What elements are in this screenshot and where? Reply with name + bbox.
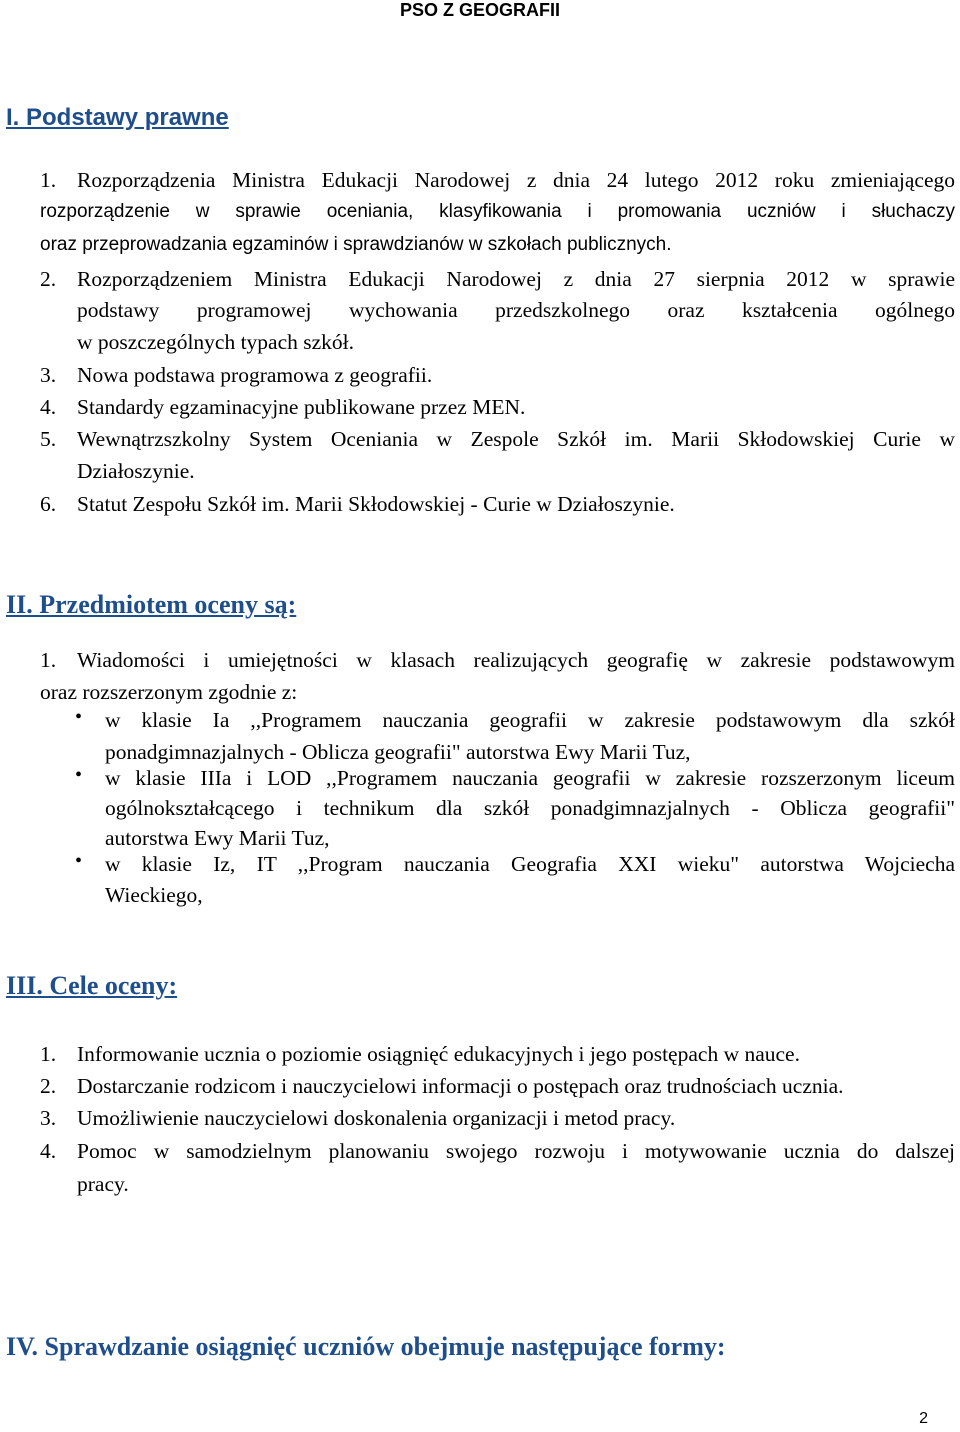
- list-item-line: Wewnątrzszkolny System Oceniania w Zespole Szkół im. Marii Skłodowskiej Curie w: [77, 427, 955, 451]
- list-item-number: 4.: [40, 1139, 57, 1163]
- bullet-line: w klasie IIIa i LOD ,,Programem nauczania geografii w zakresie rozszerzonym liceum: [105, 766, 955, 790]
- list-item-line: Nowa podstawa programowa z geografii.: [77, 363, 433, 387]
- list-item-number: 2.: [40, 267, 57, 291]
- bullet-icon: •: [75, 706, 83, 728]
- section-2-heading: II. Przedmiotem oceny są:: [6, 590, 297, 619]
- list-item-line: Informowanie ucznia o poziomie osiągnięć edukacyjnych i jego postępach w nauce.: [77, 1042, 800, 1066]
- list-item-line: Umożliwienie nauczycielowi doskonalenia organizacji i metod pracy.: [77, 1106, 676, 1130]
- bullet-line: w klasie Iz, IT ,,Program nauczania Geografia XXI wieku" autorstwa Wojciecha: [105, 852, 955, 876]
- list-item-line: Statut Zespołu Szkół im. Marii Skłodowskiej - Curie w Działoszynie.: [77, 492, 675, 516]
- section-1-heading: I. Podstawy prawne: [6, 104, 229, 131]
- bullet-line: Wieckiego,: [105, 883, 203, 907]
- list-item-number: 6.: [40, 492, 57, 516]
- list-item-line: Rozporządzeniem Ministra Edukacji Narodowej z dnia 27 sierpnia 2012 w sprawie: [77, 267, 955, 291]
- section-3-heading: III. Cele oceny:: [6, 971, 178, 1000]
- list-item-number: 3.: [40, 1106, 57, 1130]
- bullet-icon: •: [75, 764, 83, 786]
- list-item-number: 1.: [40, 1042, 57, 1066]
- list-item-number: 4.: [40, 395, 57, 419]
- list-item-line: rozporządzenie w sprawie oceniania, klasyfikowania i promowania uczniów i słuchaczy: [40, 201, 955, 222]
- bullet-line: ogólnokształcącego i technikum dla szkół ponadgimnazjalnych - Oblicza geografii": [105, 796, 955, 820]
- list-item-number: 5.: [40, 427, 57, 451]
- document-header-title: PSO Z GEOGRAFII: [399, 0, 560, 20]
- list-item-line: Dostarczanie rodzicom i nauczycielowi informacji o postępach oraz trudnościach ucznia.: [77, 1074, 844, 1098]
- page-number: 2: [919, 1410, 928, 1427]
- list-item-line: Rozporządzenia Ministra Edukacji Narodowej z dnia 24 lutego 2012 roku zmieniającego: [77, 168, 955, 192]
- list-item-line: Działoszynie.: [77, 459, 195, 483]
- list-item-line: podstawy programowej wychowania przedszkolnego oraz kształcenia ogólnego: [77, 298, 955, 322]
- list-item-number: 1.: [40, 168, 57, 192]
- bullet-icon: •: [75, 850, 83, 872]
- list-item-line: oraz rozszerzonym zgodnie z:: [40, 680, 298, 704]
- list-item-line: Pomoc w samodzielnym planowaniu swojego rozwoju i motywowanie ucznia do dalszej: [77, 1139, 955, 1163]
- list-item-line: Standardy egzaminacyjne publikowane przez MEN.: [77, 395, 526, 419]
- list-item-number: 3.: [40, 363, 57, 387]
- list-item-line: w poszczególnych typach szkół.: [77, 330, 355, 354]
- list-item-line: Wiadomości i umiejętności w klasach realizujących geografię w zakresie podstawowym: [77, 648, 955, 672]
- bullet-line: autorstwa Ewy Marii Tuz,: [105, 826, 330, 850]
- list-item-number: 2.: [40, 1074, 57, 1098]
- list-item-line: pracy.: [77, 1172, 129, 1196]
- bullet-line: ponadgimnazjalnych - Oblicza geografii" autorstwa Ewy Marii Tuz,: [105, 740, 691, 764]
- bullet-line: w klasie Ia ,,Programem nauczania geografii w zakresie podstawowym dla szkół: [105, 708, 955, 732]
- section-4-heading: IV. Sprawdzanie osiągnięć uczniów obejmuje następujące formy:: [6, 1332, 726, 1361]
- list-item-number: 1.: [40, 648, 57, 672]
- list-item-line: oraz przeprowadzania egzaminów i sprawdzianów w szkołach publicznych.: [40, 234, 672, 255]
